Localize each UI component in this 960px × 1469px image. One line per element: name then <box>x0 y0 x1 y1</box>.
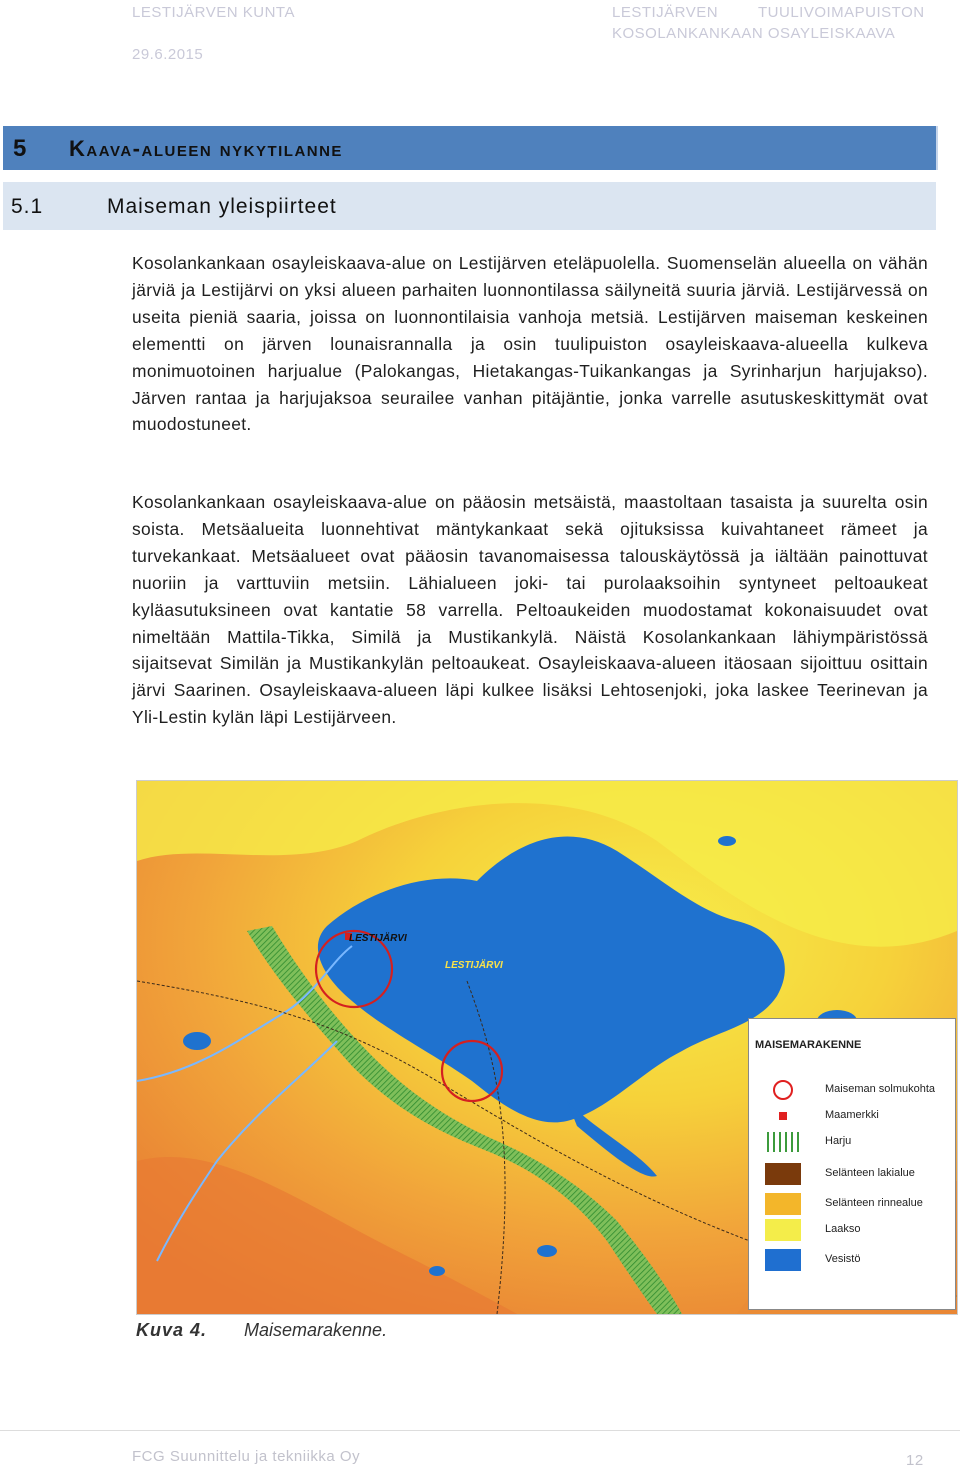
green-hatch-icon <box>765 1131 801 1153</box>
body-paragraph-1: Kosolankankaan osayleiskaava-alue on Lestijärven eteläpuolella. Suomenselän alueella on vähän järviä ja Lestijärvi on yksi alueen parhaiten luonnontilassa säilyneitä suuria järviä. Lestijärvessä on useita pieniä saaria, joissa on luonnontilaisia vanhoja metsiä. Lestijärven maiseman keskeinen elementti on järven lounaisrannalla ja osin tuulipuiston osayleiskaava-alueella kulkeva monimuotoinen harjualue (Palokangas, Hietakangas-Tuikankangas ja Syrinharjun harjujakso). Järven rantaa ja harjujaksoa seurailee vanhan pitäjäntie, jonka varrelle asutuskeskittymät ovat muodostuneet. <box>132 253 928 435</box>
caption-label: Kuva 4. <box>136 1320 208 1340</box>
header-project-line2: KOSOLANKANKAAN OSAYLEISKAAVA <box>612 25 896 42</box>
header-organization: LESTIJÄRVEN KUNTA <box>132 4 295 21</box>
legend-item-ridge: Harju <box>749 1129 955 1155</box>
legend-item-ridge-slope: Selänteen rinnealue <box>749 1191 955 1217</box>
orange-swatch-icon <box>765 1193 801 1215</box>
page-number: 12 <box>906 1452 924 1469</box>
legend-item-ridge-top: Selänteen lakialue <box>749 1161 955 1187</box>
subsection-number: 5.1 <box>11 195 44 218</box>
map-label-lake: LESTIJÄRVI <box>445 960 503 971</box>
legend-item-node: Maiseman solmukohta <box>749 1077 955 1103</box>
footer-company: FCG Suunnittelu ja tekniikka Oy <box>132 1448 361 1465</box>
legend-item-water: Vesistö <box>749 1247 955 1273</box>
section-title: Kaava-alueen nykytilanne <box>69 136 343 161</box>
brown-swatch-icon <box>765 1163 801 1185</box>
section-heading <box>3 126 938 170</box>
red-circle-icon <box>765 1079 801 1101</box>
footer-divider <box>0 1430 960 1431</box>
body-paragraph-2: Kosolankankaan osayleiskaava-alue on pääosin metsäistä, maastoltaan tasaista ja suurelta osin soista. Metsäalueita luonnehtivat mäntykankaat sekä ojituksissa kuivahtaneet rämeet ja turvekankaat. Metsäalueet ovat pääosin tavanomaisessa talouskäytössä ja iältään painottuvat nuoriin ja varttuviin metsiin. Lähialueen joki- tai purolaaksoihin syntyneet peltoaukeat kyläasutuksineen ovat kantatie 58 varrella. Peltoaukeiden muodostamat kokonaisuudet ovat nimeltään Mattila-Tikka, Similä ja Mustikankylä. Näistä Kosolankankaan lähiympäristössä sijaitsevat Similän ja Mustikankylän peltoaukeat. Osayleiskaava-alueen itäosaan sijoittuu osittain järvi Saarinen. Osayleiskaava-alueen läpi kulkee lisäksi Lehtosenjoki, joka laskee Teerinevan ja Yli-Lestin kylän läpi Lestijärveen. <box>132 492 928 728</box>
red-square-icon <box>765 1105 801 1127</box>
subsection-title: Maiseman yleispiirteet <box>107 195 337 218</box>
section-number: 5 <box>13 135 27 162</box>
header-project-line1b: TUULIVOIMAPUISTON <box>758 4 925 21</box>
header-project-line1a: LESTIJÄRVEN <box>612 4 719 21</box>
header-date: 29.6.2015 <box>132 46 204 63</box>
legend-item-landmark: Maamerkki <box>749 1103 955 1129</box>
blue-swatch-icon <box>765 1249 801 1271</box>
map-label-village: LESTIJÄRVI <box>349 933 407 944</box>
subsection-heading <box>3 182 936 230</box>
caption-text: Maisemarakenne. <box>244 1320 388 1340</box>
legend-title: MAISEMARAKENNE <box>755 1039 862 1051</box>
yellow-swatch-icon <box>765 1219 801 1241</box>
legend-item-valley: Laakso <box>749 1217 955 1243</box>
map-legend <box>748 1018 956 1310</box>
